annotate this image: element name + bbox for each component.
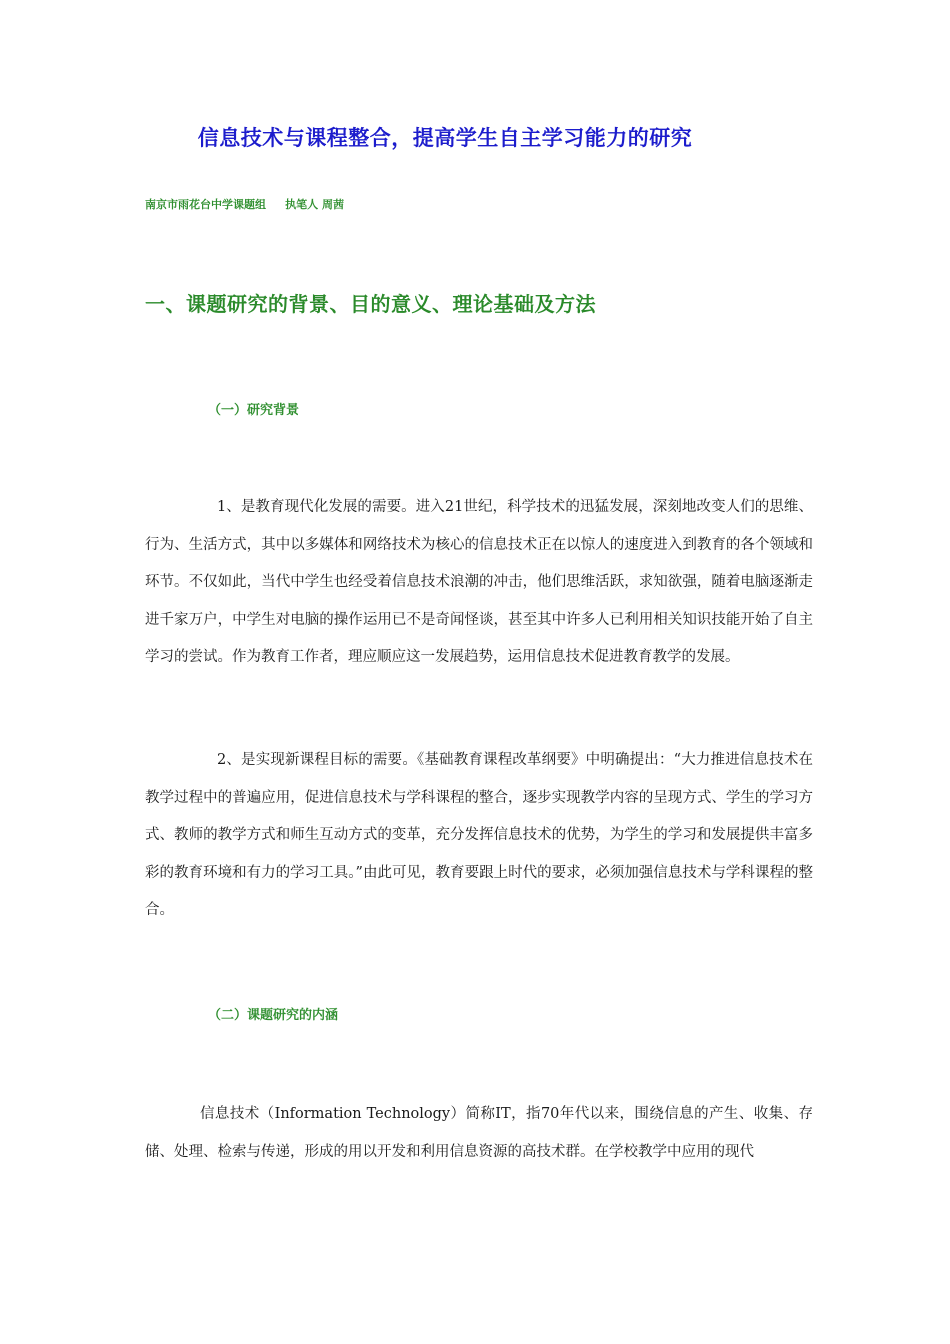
subsection-heading-research-background: （一）研究背景 bbox=[208, 403, 300, 418]
paragraph-information-technology: 信息技术（Information Technology）简称IT，指70年代以来，围绕信息的产生、收集、存储、处理、检索与传递，形成的用以开发和利用信息资源的高技术群。在学校教学中应用的现代 bbox=[145, 1106, 813, 1160]
document-title: 信息技术与课程整合，提高学生自主学习能力的研究 bbox=[197, 126, 693, 150]
subsection-heading-research-connotation: （二）课题研究的内涵 bbox=[208, 1008, 339, 1023]
byline: 南京市雨花台中学课题组 执笔人 周茜 bbox=[145, 198, 344, 211]
paragraph-new-curriculum-goals: 2、是实现新课程目标的需要。《基础教育课程改革纲要》中明确提出：“大力推进信息技术在教学过程中的普遍应用，促进信息技术与学科课程的整合，逐步实现教学内容的呈现方式、学生的学习方式、教师的教学方式和师生互动方式的变革，充分发挥信息技术的优势，为学生的学习和发展提供丰富多彩的教育环境和有力的学习工具。”由此可见，教育要跟上时代的要求，必须加强信息技术与学科课程的整合。 bbox=[145, 752, 813, 918]
paragraph-education-modernization: 1、是教育现代化发展的需要。进入21世纪，科学技术的迅猛发展，深刻地改变人们的思维、行为、生活方式，其中以多媒体和网络技术为核心的信息技术正在以惊人的速度进入到教育的各个领域和环节。不仅如此，当代中学生也经受着信息技术浪潮的冲击，他们思维活跃，求知欲强，随着电脑逐渐走进千家万户，中学生对电脑的操作运用已不是奇闻怪谈，甚至其中许多人已利用相关知识技能开始了自主学习的尝试。作为教育工作者，理应顺应这一发展趋势，运用信息技术促进教育教学的发展。 bbox=[145, 499, 813, 665]
section-heading-background: 一、课题研究的背景、目的意义、理论基础及方法 bbox=[145, 292, 596, 316]
